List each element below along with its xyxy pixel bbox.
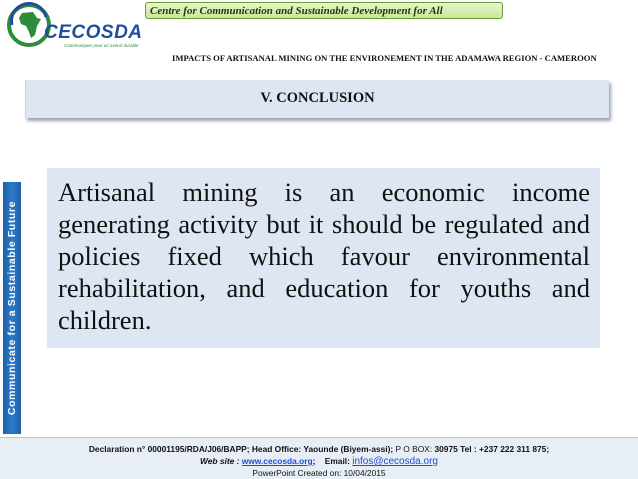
footer-created-date: PowerPoint Created on: 10/04/2015 — [252, 468, 386, 478]
sidebar-slogan: Communicate for a Sustainable Future — [6, 200, 18, 416]
footer-email-link[interactable]: infos@cecosda.org — [352, 456, 438, 467]
footer-pobox: 30975 — [434, 444, 458, 454]
slide-title-bar — [25, 80, 609, 118]
footer-web-line — [0, 456, 638, 467]
footer-contact-line — [0, 444, 638, 454]
footer — [0, 437, 638, 479]
organization-banner: Centre for Communication and Sustainable Development for All — [145, 2, 503, 19]
conclusion-panel — [47, 168, 600, 348]
footer-email-label: Email: — [324, 456, 353, 466]
footer-website-label: Web site : — [200, 456, 242, 466]
footer-website-link[interactable]: www.cecosda.org — [241, 456, 313, 466]
sidebar-slogan-bar — [3, 182, 21, 434]
footer-tel-label: Tel : — [457, 444, 480, 454]
presentation-subtitle: IMPACTS OF ARTISANAL MINING ON THE ENVIRONEMENT IN THE ADAMAWA REGION - CAMEROON — [172, 53, 597, 63]
slide-title: V. CONCLUSION — [260, 90, 375, 106]
conclusion-text: Artisanal mining is an economic income generating activity but it should be regulated and policies fixed which favour environmental rehabilitation, and education for youths and children. — [58, 177, 590, 335]
logo-tagline: Communiquer pour un avenir durable — [64, 43, 139, 48]
footer-pobox-label: P O BOX: — [395, 444, 435, 454]
logo-wordmark: CECOSDA — [44, 22, 143, 43]
cecosda-logo — [2, 2, 143, 52]
footer-website-sep: ; — [312, 456, 325, 466]
footer-declaration: Declaration n° 00001195/RDA/J06/BAPP; Head Office: Yaounde (Biyem-assi); — [88, 444, 396, 454]
footer-tel: +237 222 311 875; — [479, 444, 550, 454]
